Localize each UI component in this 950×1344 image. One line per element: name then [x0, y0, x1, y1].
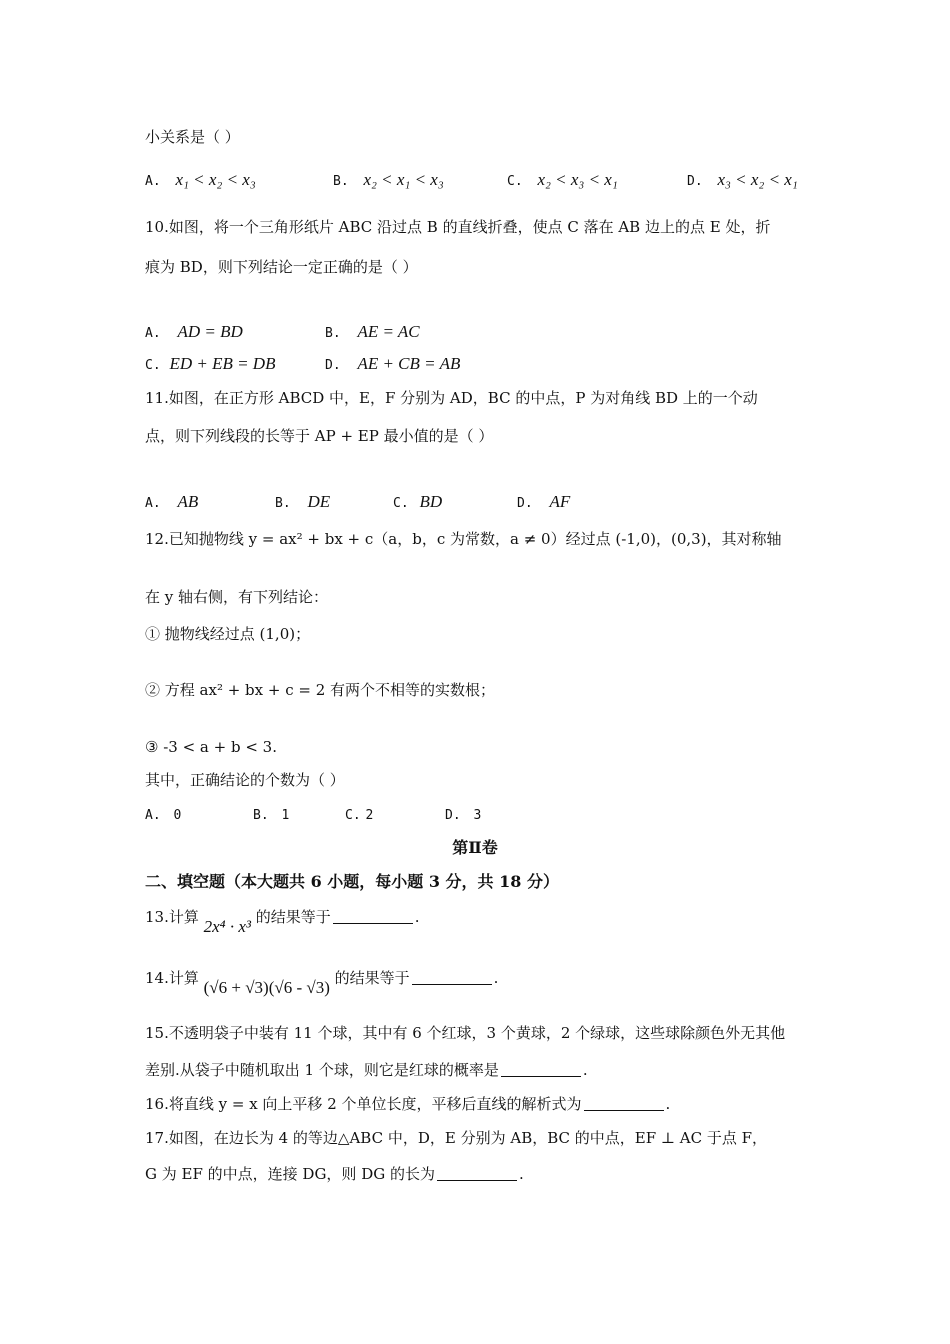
q14-expr: (√6 + √3)(√6 - √3) [203, 978, 330, 997]
q14-end: . [493, 969, 499, 987]
option-expr: ED + EB = DB [169, 354, 276, 373]
q16-end: . [665, 1095, 671, 1113]
q10-option-d [325, 354, 460, 376]
section-heading: 二、填空题（本大题共 6 小题，每小题 3 分，共 18 分） [145, 872, 559, 891]
option-label: C. [393, 496, 409, 511]
q14-pre: 14.计算 [145, 969, 199, 987]
answer-blank[interactable] [412, 970, 492, 985]
answer-blank[interactable] [501, 1062, 581, 1077]
option-expr: AD = BD [177, 322, 243, 341]
q13-pre: 13.计算 [145, 908, 199, 926]
option-label: B. [275, 496, 291, 511]
option-expr: x₂ < x₃ < x₁ [537, 170, 618, 189]
option-expr: AB [177, 492, 199, 511]
answer-blank[interactable] [333, 909, 413, 924]
q15-line2 [145, 1060, 588, 1080]
q17-line2-text: G 为 EF 的中点，连接 DG，则 DG 的长为 [145, 1165, 435, 1183]
option-label: D. [517, 496, 533, 511]
q9-tail: 小关系是（ ） [145, 128, 240, 146]
q13-end: . [414, 908, 420, 926]
option-label: C. [145, 358, 161, 373]
q12-option-d [445, 804, 481, 826]
q11-line1: 11.如图，在正方形 ABCD 中，E，F 分别为 AD，BC 的中点，P 为对角线 BD 上的一个动 [145, 389, 758, 407]
q11-option-c [393, 492, 442, 514]
q17-line1: 17.如图，在边长为 4 的等边△ABC 中，D，E 分别为 AB，BC 的中点，EF ⊥ AC 于点 F， [145, 1129, 768, 1147]
q9-option-a [145, 170, 256, 192]
option-expr: AE + CB = AB [357, 354, 461, 373]
q12-conclusion-2: ② 方程 ax² + bx + c = 2 有两个不相等的实数根； [145, 681, 496, 699]
q12-conclusion-1: ① 抛物线经过点 (1,0)； [145, 625, 311, 643]
option-expr: DE [307, 492, 331, 511]
q11-line2: 点，则下列线段的长等于 AP + EP 最小值的是（ ） [145, 427, 494, 445]
option-label: D. [325, 358, 341, 373]
q10-option-b [325, 322, 420, 344]
option-expr: x₃ < x₂ < x₁ [717, 170, 798, 189]
option-expr: 0 [173, 808, 182, 823]
q12-option-b [253, 804, 289, 826]
option-expr: x₂ < x₁ < x₃ [363, 170, 444, 189]
option-expr: BD [419, 492, 443, 511]
q15-line1: 15.不透明袋子中装有 11 个球，其中有 6 个红球，3 个黄球，2 个绿球，这些球除颜色外无其他 [145, 1024, 786, 1042]
q12-option-c [345, 804, 373, 826]
option-label: D. [687, 174, 703, 189]
q11-option-d [517, 492, 570, 514]
q13-post: 的结果等于 [255, 908, 331, 926]
answer-blank[interactable] [584, 1096, 664, 1111]
option-expr: x₁ < x₂ < x₃ [175, 170, 256, 189]
option-label: B. [333, 174, 349, 189]
option-label: B. [253, 808, 269, 823]
q17-end: . [518, 1165, 524, 1183]
q12-option-a [145, 804, 181, 826]
q13-expr: 2x⁴ · x³ [203, 917, 251, 936]
option-expr: 1 [281, 808, 290, 823]
option-expr: 2 [365, 808, 374, 823]
answer-blank[interactable] [437, 1166, 517, 1181]
q10-option-a [145, 322, 243, 344]
q10-line2: 痕为 BD，则下列结论一定正确的是（ ） [145, 258, 418, 276]
q14 [145, 968, 499, 997]
q16-text: 16.将直线 y = x 向上平移 2 个单位长度，平移后直线的解析式为 [145, 1095, 582, 1113]
q10-line1: 10.如图，将一个三角形纸片 ABC 沿过点 B 的直线折叠，使点 C 落在 AB 边上的点 E 处，折 [145, 218, 771, 236]
section-title: 第Ⅱ卷 [452, 838, 498, 857]
option-label: C. [345, 808, 361, 823]
q14-post: 的结果等于 [334, 969, 410, 987]
option-label: A. [145, 174, 161, 189]
q9-option-c [507, 170, 618, 192]
option-label: C. [507, 174, 523, 189]
q12-conclusion-3: ③ -3 < a + b < 3. [145, 738, 277, 756]
option-expr: AE = AC [357, 322, 420, 341]
q9-option-b [333, 170, 444, 192]
option-label: A. [145, 808, 161, 823]
q11-option-a [145, 492, 198, 514]
q15-line2-text: 差别.从袋子中随机取出 1 个球，则它是红球的概率是 [145, 1061, 499, 1079]
q11-option-b [275, 492, 330, 514]
q15-end: . [582, 1061, 588, 1079]
option-label: B. [325, 326, 341, 341]
q12-ask: 其中，正确结论的个数为（ ） [145, 771, 345, 789]
option-label: D. [445, 808, 461, 823]
q16 [145, 1094, 670, 1114]
option-label: A. [145, 496, 161, 511]
q9-option-d [687, 170, 798, 192]
option-label: A. [145, 326, 161, 341]
option-expr: AF [549, 492, 571, 511]
q17-line2 [145, 1164, 524, 1184]
q12-line2: 在 y 轴右侧，有下列结论： [145, 588, 329, 606]
q13 [145, 907, 420, 936]
option-expr: 3 [473, 808, 482, 823]
q12-line1: 12.已知抛物线 y = ax² + bx + c（a，b，c 为常数，a ≠ 0）经过点 (-1,0)，(0,3)，其对称轴 [145, 530, 782, 548]
q10-option-c [145, 354, 275, 376]
